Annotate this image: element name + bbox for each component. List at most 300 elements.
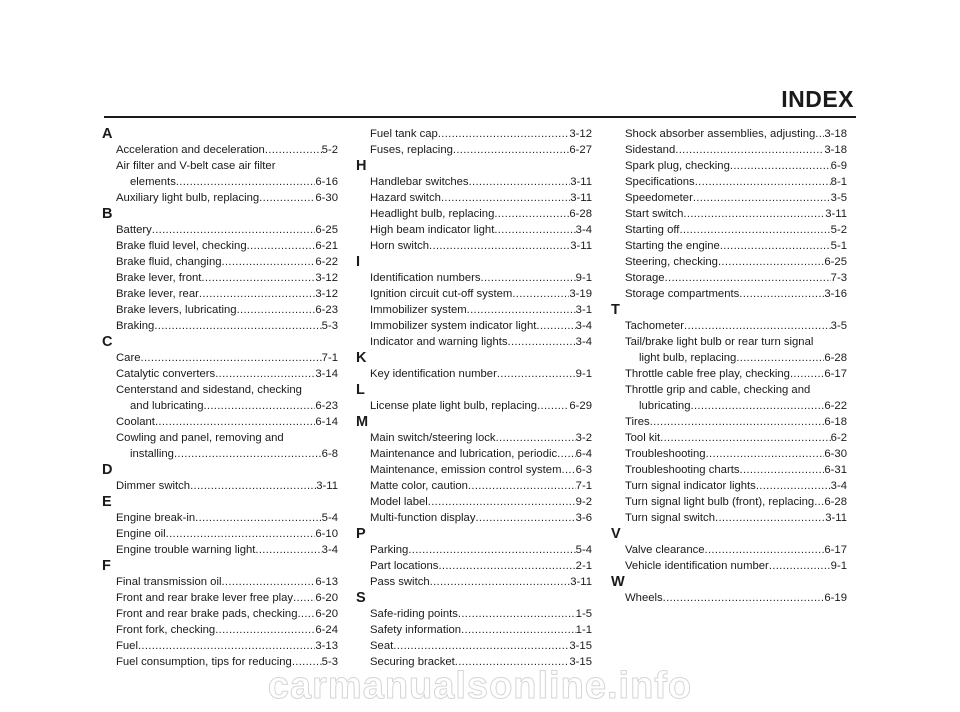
dot-leader [438,558,575,574]
index-entry-line [625,366,847,382]
index-entry-text: Troubleshooting charts [625,464,740,476]
index-entry [611,430,847,446]
index-entry [102,286,338,302]
index-entry-line [370,206,592,222]
index-entry-line [625,446,847,462]
index-entry-line [116,302,338,318]
dot-leader [684,318,831,334]
index-page-ref: 3-18 [824,144,847,156]
index-entry [611,494,847,510]
index-column-2 [356,126,592,670]
index-entry-line [625,462,847,478]
index-entry-text: Front and rear brake pads, checking [116,608,298,620]
dot-leader [693,190,831,206]
dot-leader [756,478,831,494]
index-page-ref: 3-5 [830,320,847,332]
index-entry-line [116,590,338,606]
index-entry [102,638,338,654]
dot-leader [408,542,575,558]
index-page-ref: 3-4 [575,320,592,332]
index-entry-line [370,238,592,254]
index-entry-line [625,158,847,174]
dot-leader [679,222,830,238]
index-entry-line [625,510,847,526]
index-entry-line [370,606,592,622]
index-entry-text: Front fork, checking [116,624,216,636]
dot-leader [508,334,576,350]
dot-leader [468,478,576,494]
index-entry-text: Part locations [370,560,439,572]
index-page-ref: 3-11 [825,512,847,524]
index-entry [102,350,338,366]
index-letter-h: H [356,158,367,174]
index-entry-continuation [116,446,338,462]
index-entry-line [370,366,592,382]
index-entry-text: Brake lever, rear [116,288,199,300]
index-entry-line [625,286,847,302]
index-entry-line [116,350,338,366]
dot-leader [740,462,825,478]
index-entry-text: Acceleration and deceleration [116,144,265,156]
index-page-ref: 6-29 [569,400,592,412]
index-entry [102,526,338,542]
index-entry-line [625,494,847,510]
index-entry [611,158,847,174]
index-entry-text: Tail/brake light bulb or rear turn signal [625,336,814,348]
index-entry-text: Immobilizer system [370,304,467,316]
index-page-ref: 6-28 [569,208,592,220]
index-entry-text: Steering, checking [625,256,718,268]
index-entry-text: Battery [116,224,152,236]
dot-leader [815,126,824,142]
index-entry [102,430,338,462]
dot-leader [790,366,824,382]
index-page-ref: 6-25 [315,224,338,236]
index-entry [356,638,592,654]
index-page-ref: 6-23 [315,400,338,412]
index-entry [102,254,338,270]
index-entry-line [625,254,847,270]
index-entry-text: Maintenance and lubrication, periodic [370,448,558,460]
index-page-ref: 9-1 [575,272,592,284]
index-entry [611,590,847,606]
index-entry-text: Maintenance, emission control system [370,464,562,476]
index-page-ref: 3-12 [315,272,338,284]
index-page-ref: 7-1 [321,352,338,364]
index-entry-text: Indicator and warning lights [370,336,508,348]
index-page-ref: 7-3 [830,272,847,284]
index-entry [611,238,847,254]
index-entry-text: lubricating [639,400,691,412]
index-entry-text: Tool kit [625,432,661,444]
index-entry-line [370,574,592,590]
dot-leader [739,286,824,302]
index-entry-text: Brake fluid level, checking [116,240,247,252]
index-entry-text: Vehicle identification number [625,560,769,572]
index-entry [611,334,847,366]
dot-leader [255,542,321,558]
index-entry-text: and lubricating [130,400,204,412]
index-entry [611,558,847,574]
index-entry-line [116,414,338,430]
index-page-ref: 3-6 [575,512,592,524]
index-entry-line [370,270,592,286]
index-page-ref: 3-18 [824,128,847,140]
index-entry [356,238,592,254]
index-entry-text: Headlight bulb, replacing [370,208,495,220]
dot-leader [221,574,315,590]
index-entry-line [370,622,592,638]
index-page-ref: 6-23 [315,304,338,316]
index-entry-line [370,558,592,574]
index-entry-line [370,190,592,206]
index-page-ref: 6-17 [824,544,847,556]
index-entry [356,334,592,350]
index-entry [356,622,592,638]
dot-leader [537,398,569,414]
index-entry [611,446,847,462]
index-entry-line [625,190,847,206]
index-column-1 [102,126,338,670]
index-page-ref: 3-2 [575,432,592,444]
index-entry-text: Cowling and panel, removing and [116,432,284,444]
index-entry-line [625,558,847,574]
index-entry-text: Fuses, replacing [370,144,453,156]
dot-leader [203,398,315,414]
index-entry [356,126,592,142]
index-column-3 [611,126,847,606]
dot-leader [512,286,569,302]
index-entry-line [370,430,592,446]
index-entry-line [370,462,592,478]
index-entry-line [116,526,338,542]
index-entry-line [625,142,847,158]
index-entry [102,510,338,526]
index-entry-text: Tachometer [625,320,685,332]
index-entry [102,478,338,494]
index-entry-line [116,286,338,302]
index-page-ref: 9-1 [575,368,592,380]
index-entry [102,302,338,318]
dot-leader [730,158,831,174]
index-letter-t: T [611,302,620,318]
index-entry-text: Start switch [625,208,684,220]
index-entry-text: Starting the engine [625,240,720,252]
index-entry [102,142,338,158]
index-entry-text: Turn signal indicator lights [625,480,756,492]
index-entry-text: Fuel [116,640,138,652]
index-letter-e: E [102,494,112,510]
index-entry-text: Engine oil [116,528,166,540]
index-entry-line [625,334,847,350]
index-entry [356,606,592,622]
index-entry-line [625,542,847,558]
index-entry-line [625,590,847,606]
index-entry-text: Turn signal switch [625,512,715,524]
index-letter-w: W [611,574,625,590]
index-entry [356,270,592,286]
index-entry-text: Handlebar switches [370,176,469,188]
dot-leader [769,558,831,574]
index-page-ref: 6-10 [315,528,338,540]
index-entry-text: elements [130,176,176,188]
dot-leader [265,142,322,158]
index-page-ref: 6-16 [315,176,338,188]
index-page-ref: 6-25 [824,256,847,268]
index-page-ref: 5-1 [830,240,847,252]
dot-leader [393,638,569,654]
dot-leader [691,398,825,414]
index-page-ref: 3-12 [315,288,338,300]
index-entry-line [370,494,592,510]
index-entry [611,462,847,478]
index-page-ref: 5-3 [321,320,338,332]
index-page-ref: 6-22 [315,256,338,268]
index-entry [356,366,592,382]
index-entry-text: Starting off [625,224,680,236]
index-letter-k: K [356,350,367,366]
index-entry-text: Pass switch [370,576,430,588]
dot-leader [469,174,571,190]
index-entry-text: Matte color, caution [370,480,468,492]
dot-leader [536,318,575,334]
index-entry-line [370,542,592,558]
dot-leader [695,174,831,190]
index-page-ref: 5-4 [575,544,592,556]
dot-leader [675,142,824,158]
index-page-ref: 3-4 [321,544,338,556]
index-entry-line [625,222,847,238]
index-entry [611,542,847,558]
dot-leader [174,446,322,462]
index-entry-line [370,510,592,526]
index-entry-line [625,478,847,494]
dot-leader [247,238,316,254]
index-letter-f: F [102,558,111,574]
index-entry-line [370,174,592,190]
index-entry [356,190,592,206]
index-entry [611,414,847,430]
index-page-ref: 6-14 [315,416,338,428]
index-page-ref: 6-24 [315,624,338,636]
index-page-ref: 3-15 [569,640,592,652]
index-entry-text: Ignition circuit cut-off system [370,288,513,300]
index-entry-text: Multi-function display [370,512,476,524]
dot-leader [222,254,316,270]
index-entry [611,286,847,302]
index-entry [102,222,338,238]
index-entry-text: Engine trouble warning light [116,544,256,556]
index-entry-text: Seat [370,640,394,652]
index-entry-line [625,206,847,222]
index-page-ref: 3-4 [575,224,592,236]
index-page-ref: 6-2 [830,432,847,444]
dot-leader [237,302,316,318]
index-entry-text: Throttle cable free play, checking [625,368,790,380]
index-entry [611,382,847,414]
dot-leader [481,270,576,286]
index-entry-line [116,478,338,494]
index-entry [611,510,847,526]
index-entry-line [116,366,338,382]
index-entry-text: Parking [370,544,409,556]
index-entry-line [370,286,592,302]
index-page-ref: 6-28 [824,352,847,364]
index-page-ref: 3-11 [316,480,338,492]
index-page-ref: 6-3 [575,464,592,476]
dot-leader [665,270,831,286]
index-letter-b: B [102,206,113,222]
index-entry-text: Turn signal light bulb (front), replacing [625,496,815,508]
index-entry-continuation [625,398,847,414]
index-entry-text: Main switch/steering lock [370,432,496,444]
dot-leader [259,190,315,206]
index-entry-line [116,142,338,158]
index-entry-line [116,238,338,254]
index-entry-line [370,478,592,494]
index-entry-line [370,302,592,318]
dot-leader [453,142,569,158]
index-entry-continuation [625,350,847,366]
index-entry-line [625,126,847,142]
index-entry-text: Hazard switch [370,192,441,204]
dot-leader [430,574,571,590]
index-page-ref: 3-11 [570,192,592,204]
index-entry-text: Key identification number [370,368,497,380]
dot-leader [152,222,316,238]
index-page-ref: 3-19 [569,288,592,300]
index-entry [356,302,592,318]
index-entry [356,574,592,590]
index-entry-text: Dimmer switch [116,480,191,492]
index-entry [356,558,592,574]
index-entry-text: Front and rear brake lever free play [116,592,294,604]
dot-leader [720,238,831,254]
index-entry-text: Speedometer [625,192,693,204]
dot-leader [429,238,570,254]
watermark: carmanualsonline.info [267,665,693,707]
dot-leader [475,510,575,526]
index-entry-text: Auxiliary light bulb, replacing [116,192,260,204]
index-page-ref: 5-3 [321,656,338,668]
index-entry [356,142,592,158]
index-entry [356,510,592,526]
index-page-ref: 8-1 [830,176,847,188]
dot-leader [215,366,315,382]
index-entry [356,430,592,446]
dot-leader [557,446,576,462]
index-entry-text: Securing bracket [370,656,455,668]
dot-leader [461,622,576,638]
index-entry [356,286,592,302]
index-entry [611,142,847,158]
dot-leader [683,206,825,222]
page-title: INDEX [781,86,854,112]
index-entry [102,238,338,254]
index-page-ref: 3-4 [830,480,847,492]
index-entry [356,206,592,222]
index-page-ref: 3-11 [570,240,592,252]
index-entry-line [625,270,847,286]
dot-leader [428,494,576,510]
index-letter-p: P [356,526,366,542]
dot-leader [166,526,316,542]
index-entry-text: Care [116,352,141,364]
index-entry-line [625,430,847,446]
index-entry-line [116,270,338,286]
index-entry [611,126,847,142]
index-page-ref: 6-31 [824,464,847,476]
dot-leader [718,254,824,270]
index-entry-line [370,638,592,654]
index-letter-l: L [356,382,365,398]
index-entry-line [116,254,338,270]
dot-leader [562,462,576,478]
index-entry [102,158,338,190]
index-entry-line [625,382,847,398]
index-entry-text: Fuel tank cap [370,128,438,140]
index-entry-text: Sidestand [625,144,676,156]
index-entry [611,318,847,334]
index-entry-line [370,334,592,350]
index-entry-text: License plate light bulb, replacing [370,400,538,412]
index-page-ref: 6-20 [315,608,338,620]
index-entry-line [116,574,338,590]
index-page-ref: 1-1 [575,624,592,636]
index-entry-line [370,126,592,142]
index-letter-a: A [102,126,113,142]
dot-leader [458,606,576,622]
index-entry-text: Tires [625,416,650,428]
dot-leader [736,350,824,366]
dot-leader [190,478,316,494]
index-entry [611,222,847,238]
title-rule [104,116,856,118]
index-entry-line [116,382,338,398]
index-entry [102,590,338,606]
index-page-ref: 6-30 [824,448,847,460]
dot-leader [706,446,825,462]
index-entry-line [116,638,338,654]
index-entry-text: Coolant [116,416,155,428]
index-page-ref: 7-1 [575,480,592,492]
index-page-ref: 5-2 [321,144,338,156]
index-entry-text: Immobilizer system indicator light [370,320,537,332]
index-letter-m: M [356,414,369,430]
index-entry-line [625,414,847,430]
index-entry-line [116,158,338,174]
index-entry-text: Identification numbers [370,272,481,284]
index-page-ref: 3-15 [569,656,592,668]
index-entry-text: Horn switch [370,240,430,252]
index-entry-line [370,222,592,238]
index-page-ref: 6-19 [824,592,847,604]
index-entry [356,542,592,558]
index-page-ref: 3-1 [575,304,592,316]
index-letter-v: V [611,526,621,542]
index-entry [102,318,338,334]
index-entry-text: Safety information [370,624,462,636]
index-entry-text: installing [130,448,174,460]
index-entry-line [116,190,338,206]
index-entry-text: Troubleshooting [625,448,706,460]
index-page-ref: 5-4 [321,512,338,524]
index-entry-text: Final transmission oil [116,576,222,588]
index-entry-line [625,174,847,190]
index-letter-d: D [102,462,113,478]
index-entry-line [116,222,338,238]
index-page-ref: 5-2 [830,224,847,236]
